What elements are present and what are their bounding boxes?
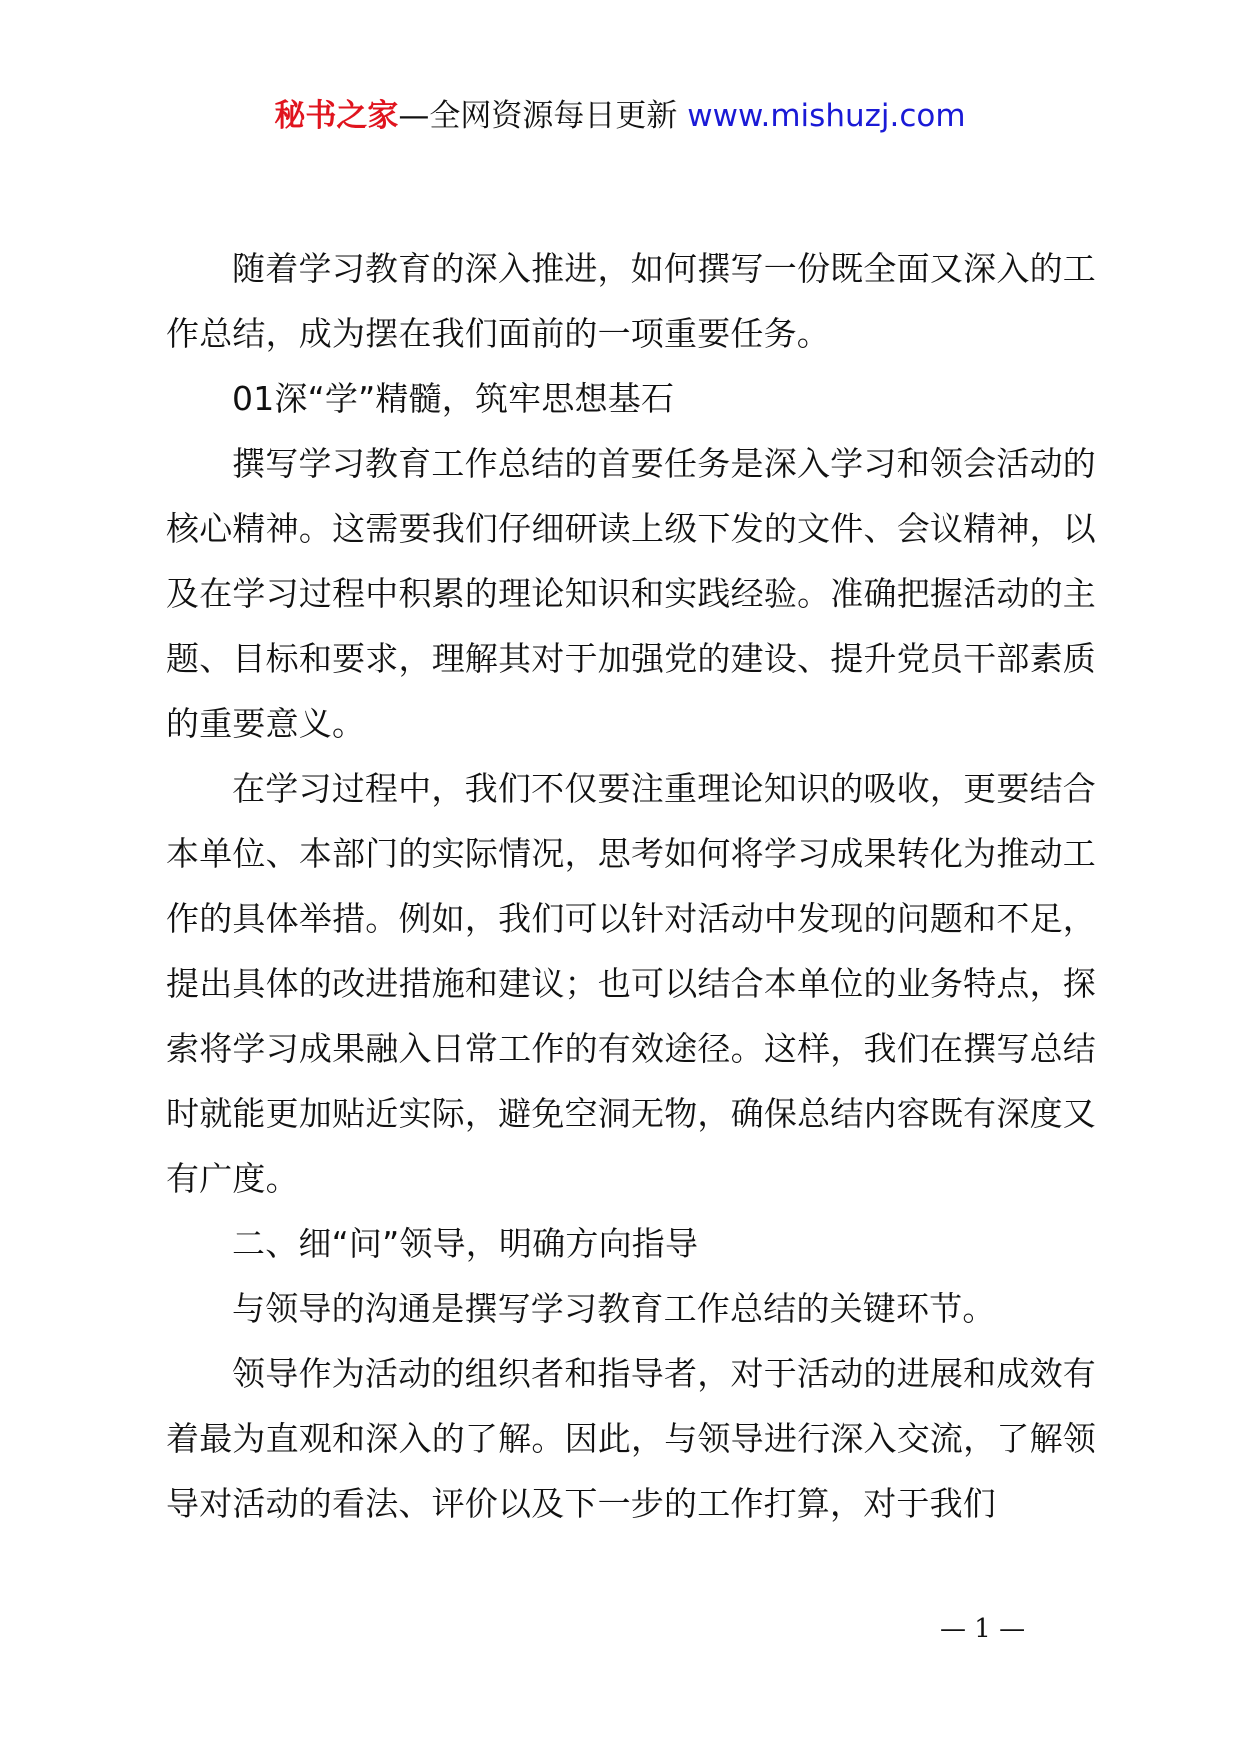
- header-tagline: —全网资源每日更新: [398, 98, 678, 134]
- website-url[interactable]: www.mishuzj.com: [687, 98, 966, 134]
- body-paragraph: 与领导的沟通是撰写学习教育工作总结的关键环节。: [232, 1289, 996, 1328]
- section-heading-1: 01深“学”精髓，筑牢思想基石: [232, 379, 675, 418]
- body-paragraph: 领导作为活动的组织者和指导者，对于活动的进展和成效有着最为直观和深入的了解。因此，与领导进行深入交流，了解领导对活动的看法、评价以及下一步的工作打算，对于我们: [166, 1354, 1096, 1523]
- page-number: — 1 —: [940, 1614, 1026, 1644]
- body-paragraph: 在学习过程中，我们不仅要注重理论知识的吸收，更要结合本单位、本部门的实际情况，思考如何将学习成果转化为推动工作的具体举措。例如，我们可以针对活动中发现的问题和不足，提出具体的改进措施和建议；也可以结合本单位的业务特点，探索将学习成果融入日常工作的有效途径。这样，我们在撰写总结时就能更加贴近实际，避免空洞无物，确保总结内容既有深度又有广度。: [166, 769, 1096, 1198]
- body-paragraph: 撰写学习教育工作总结的首要任务是深入学习和领会活动的核心精神。这需要我们仔细研读上级下发的文件、会议精神，以及在学习过程中积累的理论知识和实践经验。准确把握活动的主题、目标和要求，理解其对于加强党的建设、提升党员干部素质的重要意义。: [166, 444, 1096, 743]
- document-body: [166, 236, 1096, 1536]
- brand-name: 秘书之家: [274, 98, 399, 134]
- intro-paragraph: 随着学习教育的深入推进，如何撰写一份既全面又深入的工作总结，成为摆在我们面前的一项重要任务。: [166, 249, 1096, 353]
- page-header: [0, 94, 1240, 138]
- section-heading-2: 二、细“问”领导，明确方向指导: [232, 1224, 699, 1263]
